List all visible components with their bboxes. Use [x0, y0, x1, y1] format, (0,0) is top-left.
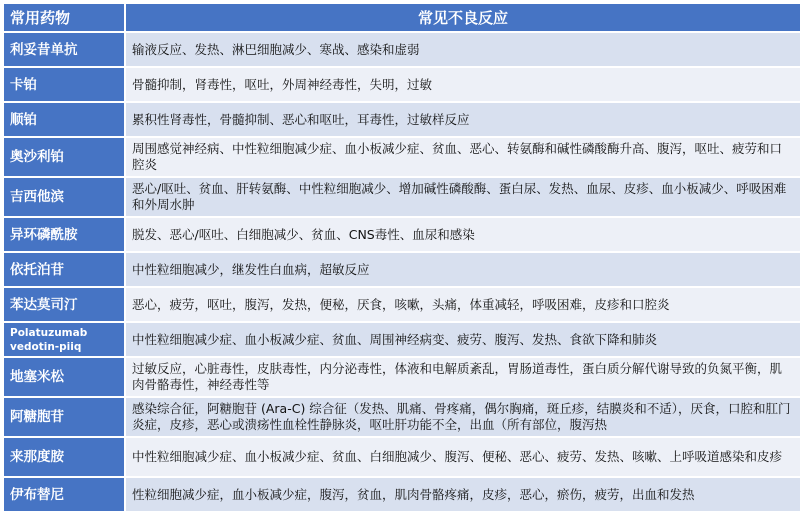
- drug-name: 地塞米松: [4, 358, 124, 396]
- reaction-text: 恶心，疲劳，呕吐，腹泻，发热，便秘，厌食，咳嗽，头痛，体重减轻，呼吸困难，皮疹和口腔炎: [126, 288, 800, 321]
- reaction-text: 中性粒细胞减少症、血小板减少症、贫血、白细胞减少、腹泻、便秘、恶心、疲劳、发热、咳嗽、上呼吸道感染和皮疹: [126, 438, 800, 476]
- table-row: [4, 33, 800, 66]
- drug-name: 卡铂: [4, 68, 124, 101]
- reaction-text: 过敏反应，心脏毒性，皮肤毒性，内分泌毒性，体液和电解质紊乱，胃肠道毒性，蛋白质分解代谢导致的负氮平衡，肌肉骨骼毒性，神经毒性等: [126, 358, 800, 396]
- reaction-text: 感染综合征，阿糖胞苷 (Ara-C) 综合征（发热、肌痛、骨疼痛，偶尔胸痛，斑丘疹，结膜炎和不适），厌食，口腔和肛门炎症，皮疹，恶心或溃疡性血栓性静脉炎，呕吐肝功能不全，出血（所有部位，腹泻热: [126, 398, 800, 436]
- drug-name: 阿糖胞苷: [4, 398, 124, 436]
- table-row: [4, 138, 800, 176]
- drug-name: 奥沙利铂: [4, 138, 124, 176]
- drug-name: 苯达莫司汀: [4, 288, 124, 321]
- header-drug: 常用药物: [4, 4, 124, 31]
- table-row: [4, 218, 800, 251]
- drug-name: 异环磷酰胺: [4, 218, 124, 251]
- reaction-text: 恶心/呕吐、贫血、肝转氨酶、中性粒细胞减少、增加碱性磷酸酶、蛋白尿、发热、血尿、皮疹、血小板减少、呼吸困难和外周水肿: [126, 178, 800, 216]
- table-row: [4, 68, 800, 101]
- table-header-row: [4, 4, 800, 31]
- table-row: [4, 178, 800, 216]
- drug-name: 来那度胺: [4, 438, 124, 476]
- table-row: [4, 358, 800, 396]
- drug-name: 依托泊苷: [4, 253, 124, 286]
- reaction-text: 中性粒细胞减少症、血小板减少症、贫血、周围神经病变、疲劳、腹泻、发热、食欲下降和肺炎: [126, 323, 800, 356]
- table-row: [4, 398, 800, 436]
- table-row: [4, 288, 800, 321]
- drug-name: 利妥昔单抗: [4, 33, 124, 66]
- reaction-text: 输液反应、发热、淋巴细胞减少、寒战、感染和虚弱: [126, 33, 800, 66]
- reaction-text: 周围感觉神经病、中性粒细胞减少症、血小板减少症、贫血、恶心、转氨酶和碱性磷酸酶升高、腹泻，呕吐、疲劳和口腔炎: [126, 138, 800, 176]
- reaction-text: 骨髓抑制，肾毒性，呕吐，外周神经毒性，失明，过敏: [126, 68, 800, 101]
- drug-name: 伊布替尼: [4, 478, 124, 511]
- table-row: [4, 323, 800, 356]
- reaction-text: 中性粒细胞减少，继发性白血病，超敏反应: [126, 253, 800, 286]
- drug-name: 吉西他滨: [4, 178, 124, 216]
- adverse-reactions-table: [2, 2, 802, 513]
- reaction-text: 脱发、恶心/呕吐、白细胞减少、贫血、CNS毒性、血尿和感染: [126, 218, 800, 251]
- table-row: [4, 438, 800, 476]
- reaction-text: 性粒细胞减少症，血小板减少症，腹泻，贫血，肌肉骨骼疼痛，皮疹，恶心，瘀伤，疲劳，出血和发热: [126, 478, 800, 511]
- table-row: [4, 478, 800, 511]
- table-row: [4, 103, 800, 136]
- drug-name: Polatuzumab vedotin-piiq: [4, 323, 124, 356]
- drug-name: 顺铂: [4, 103, 124, 136]
- table-row: [4, 253, 800, 286]
- header-reactions: 常见不良反应: [126, 4, 800, 31]
- reaction-text: 累积性肾毒性，骨髓抑制、恶心和呕吐，耳毒性，过敏样反应: [126, 103, 800, 136]
